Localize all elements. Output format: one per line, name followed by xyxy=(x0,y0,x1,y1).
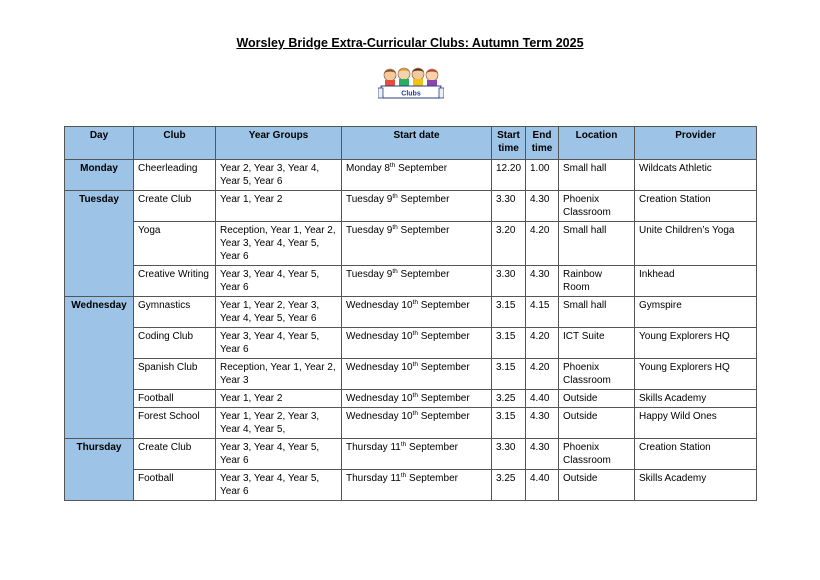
table-row xyxy=(65,359,757,390)
day-cell: Wednesday xyxy=(65,297,134,439)
end-time-cell: 4.30 xyxy=(526,439,559,470)
table-row xyxy=(65,222,757,266)
year-groups-cell: Year 1, Year 2 xyxy=(216,390,342,408)
start-time-cell: 3.25 xyxy=(492,470,526,501)
table-row xyxy=(65,328,757,359)
start-date-cell: Wednesday 10th September xyxy=(342,328,492,359)
children-illustration xyxy=(384,68,438,88)
location-cell: ICT Suite xyxy=(559,328,635,359)
table-row xyxy=(65,470,757,501)
header-year-groups: Year Groups xyxy=(216,127,342,160)
header-location: Location xyxy=(559,127,635,160)
year-groups-cell: Reception, Year 1, Year 2, Year 3 xyxy=(216,359,342,390)
day-cell: Monday xyxy=(65,160,134,191)
provider-cell: Skills Academy xyxy=(635,470,757,501)
header-end-time: End time xyxy=(526,127,559,160)
year-groups-cell: Year 3, Year 4, Year 5, Year 6 xyxy=(216,439,342,470)
start-time-cell: 3.20 xyxy=(492,222,526,266)
end-time-cell: 4.15 xyxy=(526,297,559,328)
club-cell: Coding Club xyxy=(134,328,216,359)
clubs-table xyxy=(64,126,757,501)
header-start-time: Start time xyxy=(492,127,526,160)
start-time-cell: 3.30 xyxy=(492,266,526,297)
table-row xyxy=(65,160,757,191)
start-date-cell: Tuesday 9th September xyxy=(342,191,492,222)
provider-cell: Wildcats Athletic xyxy=(635,160,757,191)
year-groups-cell: Year 1, Year 2, Year 3, Year 4, Year 5, xyxy=(216,408,342,439)
club-cell: Football xyxy=(134,470,216,501)
end-time-cell: 4.20 xyxy=(526,359,559,390)
start-time-cell: 3.15 xyxy=(492,297,526,328)
provider-cell: Young Explorers HQ xyxy=(635,328,757,359)
start-time-cell: 12.20 xyxy=(492,160,526,191)
club-cell: Spanish Club xyxy=(134,359,216,390)
logo-label: Clubs xyxy=(401,90,421,98)
start-time-cell: 3.30 xyxy=(492,439,526,470)
location-cell: Phoenix Classroom xyxy=(559,439,635,470)
start-date-cell: Wednesday 10th September xyxy=(342,359,492,390)
club-cell: Football xyxy=(134,390,216,408)
club-cell: Create Club xyxy=(134,439,216,470)
year-groups-cell: Year 3, Year 4, Year 5, Year 6 xyxy=(216,266,342,297)
provider-cell: Skills Academy xyxy=(635,390,757,408)
start-time-cell: 3.25 xyxy=(492,390,526,408)
start-time-cell: 3.15 xyxy=(492,408,526,439)
start-date-cell: Thursday 11th September xyxy=(342,470,492,501)
provider-cell: Happy Wild Ones xyxy=(635,408,757,439)
start-time-cell: 3.15 xyxy=(492,328,526,359)
header-start-date: Start date xyxy=(342,127,492,160)
table-row xyxy=(65,266,757,297)
year-groups-cell: Year 1, Year 2 xyxy=(216,191,342,222)
end-time-cell: 1.00 xyxy=(526,160,559,191)
start-time-cell: 3.15 xyxy=(492,359,526,390)
location-cell: Small hall xyxy=(559,222,635,266)
year-groups-cell: Year 1, Year 2, Year 3, Year 4, Year 5, Year 6 xyxy=(216,297,342,328)
year-groups-cell: Year 3, Year 4, Year 5, Year 6 xyxy=(216,470,342,501)
start-date-cell: Tuesday 9th September xyxy=(342,266,492,297)
end-time-cell: 4.20 xyxy=(526,222,559,266)
location-cell: Outside xyxy=(559,408,635,439)
table-row xyxy=(65,297,757,328)
table-header-row xyxy=(65,127,757,160)
end-time-cell: 4.30 xyxy=(526,266,559,297)
table-row xyxy=(65,191,757,222)
clubs-logo xyxy=(378,66,444,104)
end-time-cell: 4.20 xyxy=(526,328,559,359)
day-cell: Thursday xyxy=(65,439,134,501)
location-cell: Rainbow Room xyxy=(559,266,635,297)
year-groups-cell: Year 2, Year 3, Year 4, Year 5, Year 6 xyxy=(216,160,342,191)
header-day: Day xyxy=(65,127,134,160)
year-groups-cell: Year 3, Year 4, Year 5, Year 6 xyxy=(216,328,342,359)
provider-cell: Gymspire xyxy=(635,297,757,328)
club-cell: Creative Writing xyxy=(134,266,216,297)
club-cell: Create Club xyxy=(134,191,216,222)
provider-cell: Young Explorers HQ xyxy=(635,359,757,390)
location-cell: Phoenix Classroom xyxy=(559,359,635,390)
end-time-cell: 4.40 xyxy=(526,470,559,501)
provider-cell: Creation Station xyxy=(635,191,757,222)
club-cell: Gymnastics xyxy=(134,297,216,328)
location-cell: Outside xyxy=(559,470,635,501)
end-time-cell: 4.40 xyxy=(526,390,559,408)
end-time-cell: 4.30 xyxy=(526,408,559,439)
page-title: Worsley Bridge Extra-Curricular Clubs: Autumn Term 2025 xyxy=(236,36,584,50)
start-date-cell: Tuesday 9th September xyxy=(342,222,492,266)
provider-cell: Creation Station xyxy=(635,439,757,470)
club-cell: Forest School xyxy=(134,408,216,439)
start-date-cell: Wednesday 10th September xyxy=(342,297,492,328)
header-provider: Provider xyxy=(635,127,757,160)
start-date-cell: Wednesday 10th September xyxy=(342,390,492,408)
club-cell: Cheerleading xyxy=(134,160,216,191)
table-row xyxy=(65,408,757,439)
location-cell: Outside xyxy=(559,390,635,408)
provider-cell: Unite Children’s Yoga xyxy=(635,222,757,266)
year-groups-cell: Reception, Year 1, Year 2, Year 3, Year 4, Year 5, Year 6 xyxy=(216,222,342,266)
header-club: Club xyxy=(134,127,216,160)
table-row xyxy=(65,390,757,408)
start-date-cell: Wednesday 10th September xyxy=(342,408,492,439)
location-cell: Phoenix Classroom xyxy=(559,191,635,222)
club-cell: Yoga xyxy=(134,222,216,266)
location-cell: Small hall xyxy=(559,297,635,328)
start-date-cell: Monday 8th September xyxy=(342,160,492,191)
table-row xyxy=(65,439,757,470)
end-time-cell: 4.30 xyxy=(526,191,559,222)
start-date-cell: Thursday 11th September xyxy=(342,439,492,470)
location-cell: Small hall xyxy=(559,160,635,191)
day-cell: Tuesday xyxy=(65,191,134,297)
provider-cell: Inkhead xyxy=(635,266,757,297)
start-time-cell: 3.30 xyxy=(492,191,526,222)
